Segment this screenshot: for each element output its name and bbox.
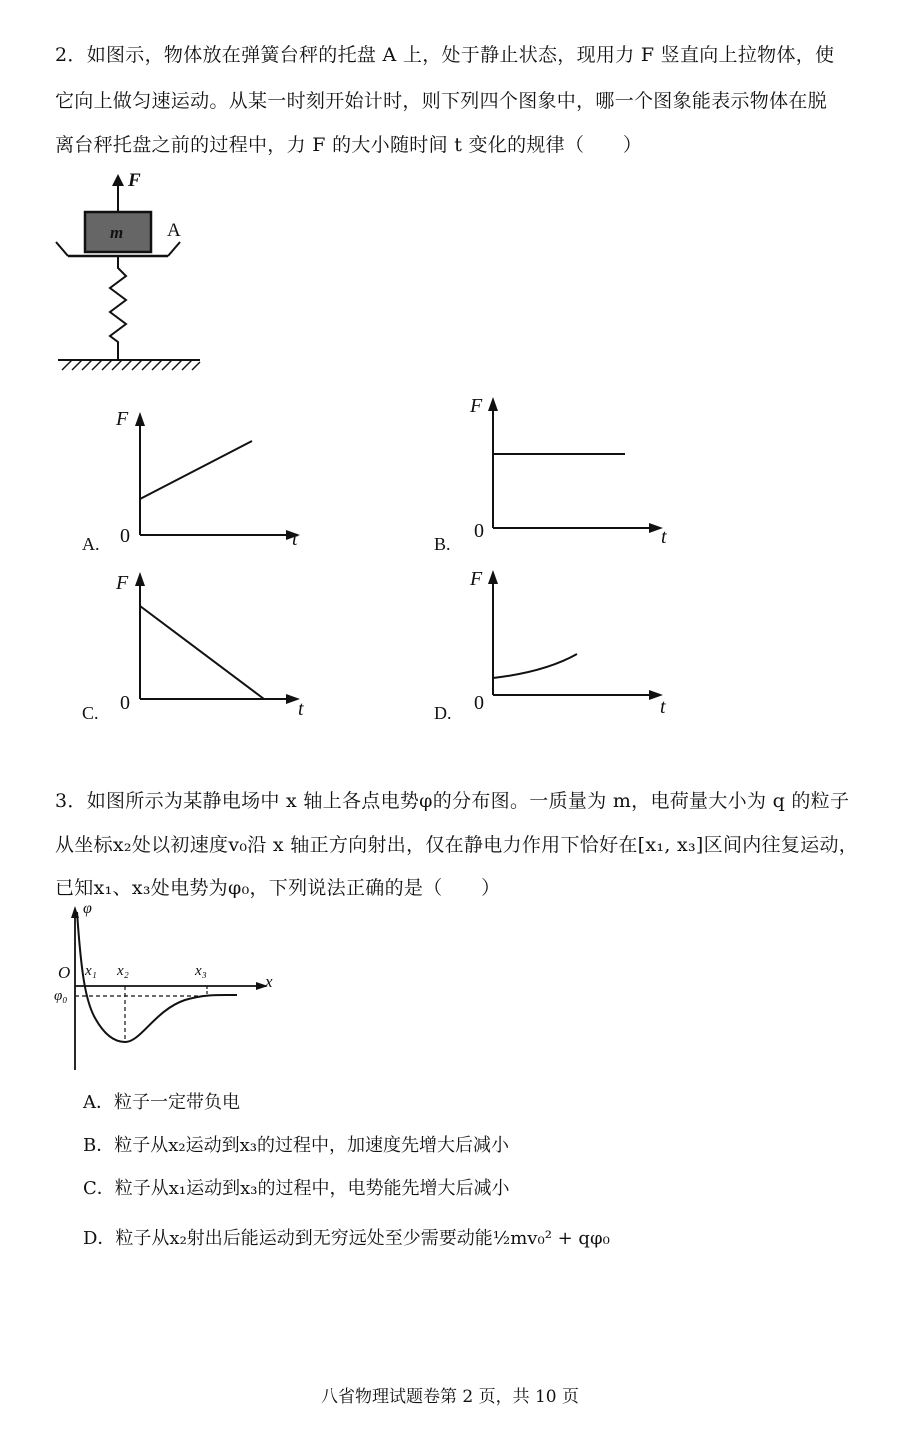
q2-line-3: 离台秤托盘之前的过程中，力 F 的大小随时间 t 变化的规律（ ） (55, 134, 643, 156)
x-axis-label: x (265, 972, 273, 991)
force-label: F (128, 170, 141, 191)
graph-b-origin: 0 (474, 520, 484, 542)
x1-label: x₁ (85, 963, 97, 979)
graph-c-xlabel: t (298, 698, 304, 720)
graph-a-ylabel: F (116, 408, 129, 430)
option-a-label: A. (82, 534, 100, 554)
potential-graph (55, 900, 285, 1075)
graph-c (130, 570, 310, 705)
graph-a (130, 410, 310, 540)
origin-label: O (58, 963, 71, 982)
graph-a-origin: 0 (120, 525, 130, 547)
spring-scale-figure (50, 170, 220, 380)
phi-axis-label: φ (83, 900, 92, 917)
page-footer: 八省物理试题卷第 2 页，共 10 页 (320, 1387, 580, 1407)
option-b-label: B. (434, 534, 451, 554)
graph-b (485, 395, 670, 535)
q3-option-c: C．粒子从x₁运动到x₃的过程中，电势能先增大后减小 (83, 1178, 510, 1199)
q2-line-1: 2．如图示，物体放在弹簧台秤的托盘 A 上，处于静止状态，现用力 F 竖直向上拉物体，使 (55, 44, 835, 66)
q2-line-2: 它向上做匀速运动。从某一时刻开始计时，则下列四个图象中，哪一个图象能表示物体在脱 (55, 90, 828, 112)
q3-option-d: D．粒子从x₂射出后能运动到无穷远处至少需要动能½mv₀² + qφ₀ (83, 1228, 610, 1249)
option-c-label: C. (82, 703, 99, 723)
x2-label: x₂ (117, 963, 129, 979)
q3-line-1: 3．如图所示为某静电场中 x 轴上各点电势φ的分布图。一质量为 m，电荷量大小为 q 的粒子 (55, 790, 850, 812)
graph-b-ylabel: F (470, 395, 483, 417)
graph-c-ylabel: F (116, 572, 129, 594)
phi0-label: φ₀ (54, 988, 68, 1004)
q3-line-3: 已知x₁、x₃处电势为φ₀，下列说法正确的是（ ） (55, 877, 501, 899)
q3-option-b: B．粒子从x₂运动到x₃的过程中，加速度先增大后减小 (83, 1135, 509, 1156)
mass-label: m (110, 223, 124, 242)
tray-label: A (167, 220, 181, 241)
option-d-label: D. (434, 703, 452, 723)
graph-b-xlabel: t (661, 526, 667, 548)
q3-option-a: A．粒子一定带负电 (83, 1092, 240, 1113)
graph-d (485, 568, 670, 703)
x3-label: x₃ (195, 963, 207, 979)
graph-a-xlabel: t (292, 528, 298, 550)
graph-c-origin: 0 (120, 692, 130, 714)
graph-d-ylabel: F (470, 568, 483, 590)
graph-d-xlabel: t (660, 696, 666, 718)
q3-line-2: 从坐标x₂处以初速度v₀沿 x 轴正方向射出，仅在静电力作用下恰好在[x₁, x₃]区间内往复运动， (55, 834, 859, 856)
graph-d-origin: 0 (474, 692, 484, 714)
